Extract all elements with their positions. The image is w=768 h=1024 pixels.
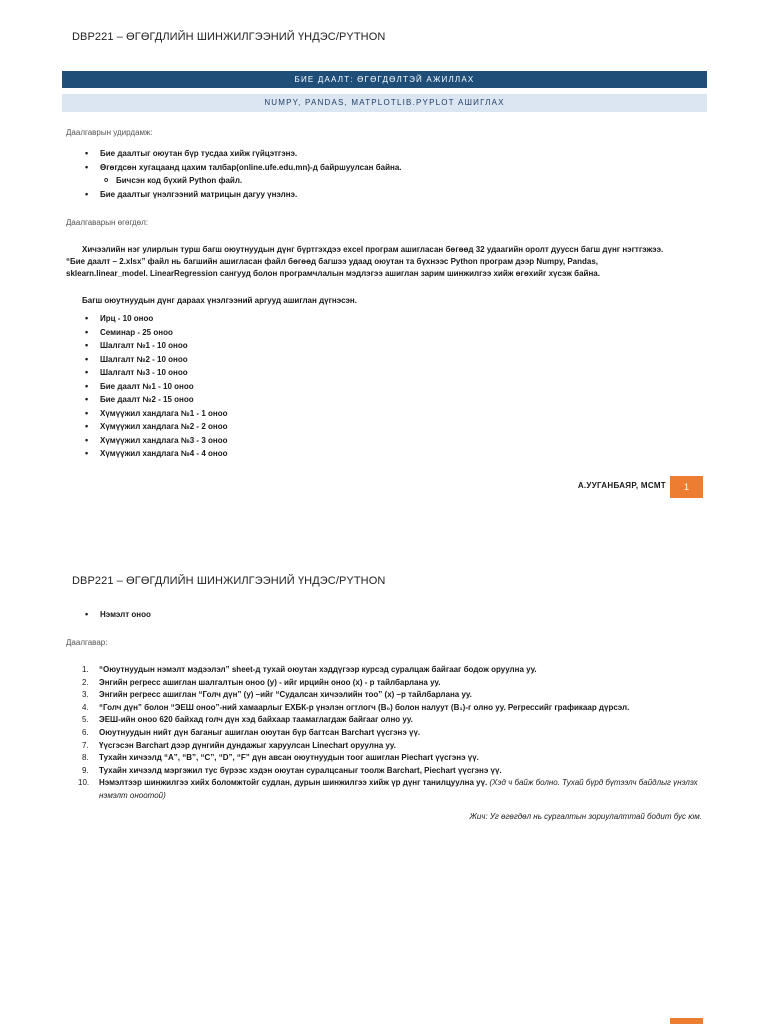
tasks-heading: Даалгавар: (66, 638, 108, 647)
list-item: 2. Энгийн регресс ашиглан шалгалтын оноо (y) - ийг ирцийн оноо (x) - р тайлбарлана уу. (82, 677, 441, 687)
list-item: • Хүмүүжил хандлага №2 - 2 оноо (82, 420, 382, 434)
list-item: • Хүмүүжил хандлага №4 - 4 оноо (82, 447, 382, 461)
grades-list (82, 312, 382, 461)
tasks-list (78, 664, 702, 803)
requirements-list (82, 147, 682, 201)
footnote: Жич: Уг өгөгдөл нь сургалтын зориулалттай бодит бус юм. (469, 812, 702, 821)
list-item: • Шалгалт №1 - 10 оноо (82, 339, 382, 353)
task-text: Энгийн регресс ашиглан шалгалтын оноо (y) - ийг ирцийн оноо (x) - р тайлбарлана уу. (99, 677, 441, 687)
list-item: 1. “Оюутнуудын нэмэлт мэдээлэл” sheet-д тухай оюутан хэддүгээр курсэд суралцаж байгааг бодож оруулна уу. (82, 665, 537, 674)
requirements-heading: Даалгаврын удирдамж: (66, 128, 153, 137)
list-item: • Бие даалт №1 - 10 оноо (82, 380, 382, 394)
task-text: “Оюутнуудын нэмэлт мэдээлэл” sheet-д тухай оюутан хэддүгээр курсэд суралцаж байгааг бодож оруулна уу. (99, 665, 537, 674)
assignment-title-band: БИЕ ДААЛТ: ӨГӨГДӨЛТЭЙ АЖИЛЛАХ (62, 71, 707, 88)
list-item: • Хүмүүжил хандлага №3 - 3 оноо (82, 434, 382, 448)
list-item: • Хүмүүжил хандлага №1 - 1 оноо (82, 407, 382, 421)
page-header: DBP221 – ӨГӨГДЛИЙН ШИНЖИЛГЭЭНИЙ ҮНДЭС/PYTHON (72, 31, 386, 43)
list-item: • Өгөгдсөн хугацаанд цахим талбар(online.ufe.edu.mn)-д байршуулсан байна. (82, 161, 682, 175)
list-item: • Бие даалтыг оюутан бүр тусдаа хийж гүйцэтгэнэ. (82, 147, 682, 161)
task-text: ЭЕШ-ийн оноо 620 байхад голч дүн хэд байхаар таамаглагдаж байгааг олно уу. (99, 715, 413, 725)
assignment-subtitle-band: NUMPY, PANDAS, MATPLOTLIB.PYPLOT АШИГЛАХ (62, 94, 707, 112)
author-footer: А.УУГАНБАЯР, МСМТ (577, 481, 666, 490)
task-note: (Хэд ч байж болно. Тухай бүрд бүтээлч байдлыг үнэлэх нэмэлт оноотой) (99, 778, 698, 800)
task-paragraph (66, 244, 706, 280)
page-number-badge-partial (670, 1018, 703, 1024)
paragraph-line: “Бие даалт – 2.xlsx” файл нь багшийн ашигласан файл бөгөөд багшээ удаад оюутан та бүхнээс Python програм дээр Numpy, Pandas, (66, 257, 598, 266)
list-item: • Ирц - 10 оноо (82, 312, 382, 326)
list-item: 7. Үүсгэсэн Barchart дээр дүнгийн дундажыг харуулсан Linechart оруулна уу. (82, 740, 396, 750)
list-item: 4. “Голч дүн” болон “ЭЕШ оноо”-ний хамаарлыг ЕХБК-р үнэлэн огтлогч (B₀) болон налуут (B₁)-г олно уу. Регрессийг графикаар дүрсэл. (82, 702, 630, 712)
grades-intro: Багш оюутнуудын дүнг дараах үнэлгээний аргууд ашиглан дүгнэсэн. (82, 296, 357, 305)
list-item: o Бичсэн код бүхий Python файл. (102, 174, 682, 188)
extra-points-list (82, 608, 382, 622)
list-item: 9. Тухайн хичээлд мэргэжил тус бүрээс хэдэн оюутан суралцсаныг тоолж Barchart, Piechart үүсгэнэ үү. (82, 765, 502, 775)
task-text: Энгийн регресс ашиглан “Голч дүн” (y) –ийг “Судалсан хичээлийн тоо” (x) –р тайлбарлана уу. (99, 690, 472, 700)
page-header: DBP221 – ӨГӨГДЛИЙН ШИНЖИЛГЭЭНИЙ ҮНДЭС/PYTHON (72, 575, 386, 587)
task-text: Үүсгэсэн Barchart дээр дүнгийн дундажыг харуулсан Linechart оруулна уу. (99, 740, 396, 750)
task-text: Оюутнуудын нийт дүн баганыг ашиглан оюутан бүр багтсан Barchart үүсгэнэ үү. (99, 727, 421, 737)
paragraph-line: sklearn.linear_model. LinearRegression сангууд болон програмчлалын мэдлэгээ ашиглан зарим шинжилгээ хийж өгөхийг хүсэж байна. (66, 269, 600, 278)
list-item: 8. Тухайн хичээлд “A”, “B”, “C”, “D”, “F” дүн авсан оюутнуудын тоог ашиглан Piechart үүсгэнэ үү. (82, 753, 479, 763)
list-item: • Шалгалт №3 - 10 оноо (82, 366, 382, 380)
task-text: Нэмэлтээр шинжилгээ хийх боломжтойг судлан, дурын шинжилгээ хийж үр дүнг танилцуулна уү. (99, 778, 488, 788)
task-text: “Голч дүн” болон “ЭЕШ оноо”-ний хамаарлыг ЕХБК-р үнэлэн огтлогч (B₀) болон налуут (B₁)-г олно уу. Регрессийг графикаар дүрсэл. (99, 702, 630, 712)
paragraph-line: Хичээлийн нэг улирлын турш багш оюутнуудын дүнг бүртгэхдээ excel програм ашигласан бөгөөд 32 удаагийн оролт дууссн багш дүнг нэгтгэжээ. (82, 245, 664, 254)
page-number-badge: 1 (670, 476, 703, 498)
task-data-heading: Даалгаварын өгөгдөл: (66, 218, 149, 227)
list-item: • Шалгалт №2 - 10 оноо (82, 353, 382, 367)
task-text: Тухайн хичээлд “A”, “B”, “C”, “D”, “F” дүн авсан оюутнуудын тоог ашиглан Piechart үүсгэнэ үү. (99, 753, 479, 763)
list-item: 6. Оюутнуудын нийт дүн баганыг ашиглан оюутан бүр багтсан Barchart үүсгэнэ үү. (82, 727, 421, 737)
list-item: • Бие даалт №2 - 15 оноо (82, 393, 382, 407)
list-item: 5. ЭЕШ-ийн оноо 620 байхад голч дүн хэд байхаар таамаглагдаж байгааг олно уу. (82, 715, 413, 725)
list-item: • Бие даалтыг үнэлгээний матрицын дагуу үнэлнэ. (82, 188, 682, 202)
list-item: 10. Нэмэлтээр шинжилгээ хийх боломжтойг судлан, дурын шинжилгээ хийж үр дүнг танилцуулна уү. (Хэд ч байж болно. Тухай бүрд бүтээлч байдлыг үнэлэх нэмэлт оноотой) (78, 778, 698, 800)
list-item: 3. Энгийн регресс ашиглан “Голч дүн” (y) –ийг “Судалсан хичээлийн тоо” (x) –р тайлбарлана уу. (82, 690, 472, 700)
list-item: • Нэмэлт оноо (82, 608, 382, 622)
task-text: Тухайн хичээлд мэргэжил тус бүрээс хэдэн оюутан суралцсаныг тоолж Barchart, Piechart үүсгэнэ үү. (99, 765, 502, 775)
list-item: • Семинар - 25 оноо (82, 326, 382, 340)
